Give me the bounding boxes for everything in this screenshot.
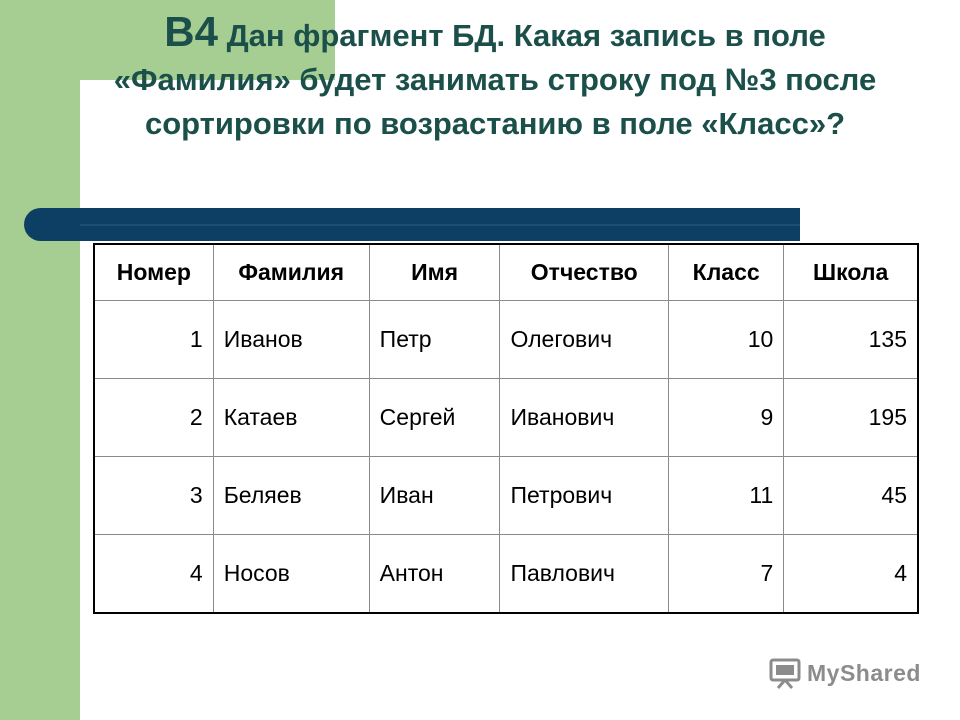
- table-row: [94, 379, 918, 457]
- cell-last-name: Иванов: [213, 301, 369, 379]
- cell-last-name: Катаев: [213, 379, 369, 457]
- slide-title: [100, 10, 890, 146]
- cell-first-name: Петр: [369, 301, 500, 379]
- cell-number: 2: [94, 379, 213, 457]
- cell-school: 4: [784, 535, 918, 614]
- cell-class: 11: [669, 457, 784, 535]
- cell-patronymic: Петрович: [500, 457, 669, 535]
- header-last-name: Фамилия: [213, 244, 369, 301]
- cell-patronymic: Иванович: [500, 379, 669, 457]
- header-class: Класс: [669, 244, 784, 301]
- database-table: [93, 243, 919, 614]
- header-patronymic: Отчество: [500, 244, 669, 301]
- watermark[interactable]: [768, 656, 921, 690]
- cell-class: 7: [669, 535, 784, 614]
- table-row: [94, 301, 918, 379]
- watermark-text: MyShared: [807, 659, 921, 686]
- cell-last-name: Носов: [213, 535, 369, 614]
- cell-number: 4: [94, 535, 213, 614]
- cell-class: 10: [669, 301, 784, 379]
- table-row: [94, 535, 918, 614]
- task-code: В4: [164, 8, 218, 55]
- table-header-row: [94, 244, 918, 301]
- cell-first-name: Антон: [369, 535, 500, 614]
- cell-class: 9: [669, 379, 784, 457]
- divider-line: [80, 224, 800, 226]
- task-question: Дан фрагмент БД. Какая запись в поле «Фамилия» будет занимать строку под №3 после сортировки по возрастанию в поле «Класс»?: [113, 18, 877, 141]
- left-green-band: [0, 0, 80, 720]
- cell-patronymic: Павлович: [500, 535, 669, 614]
- cell-number: 3: [94, 457, 213, 535]
- header-school: Школа: [784, 244, 918, 301]
- cell-first-name: Сергей: [369, 379, 500, 457]
- cell-school: 195: [784, 379, 918, 457]
- header-first-name: Имя: [369, 244, 500, 301]
- cell-last-name: Беляев: [213, 457, 369, 535]
- cell-number: 1: [94, 301, 213, 379]
- cell-school: 45: [784, 457, 918, 535]
- cell-school: 135: [784, 301, 918, 379]
- table-row: [94, 457, 918, 535]
- presentation-board-icon: [768, 656, 802, 690]
- header-number: Номер: [94, 244, 213, 301]
- cell-patronymic: Олегович: [500, 301, 669, 379]
- cell-first-name: Иван: [369, 457, 500, 535]
